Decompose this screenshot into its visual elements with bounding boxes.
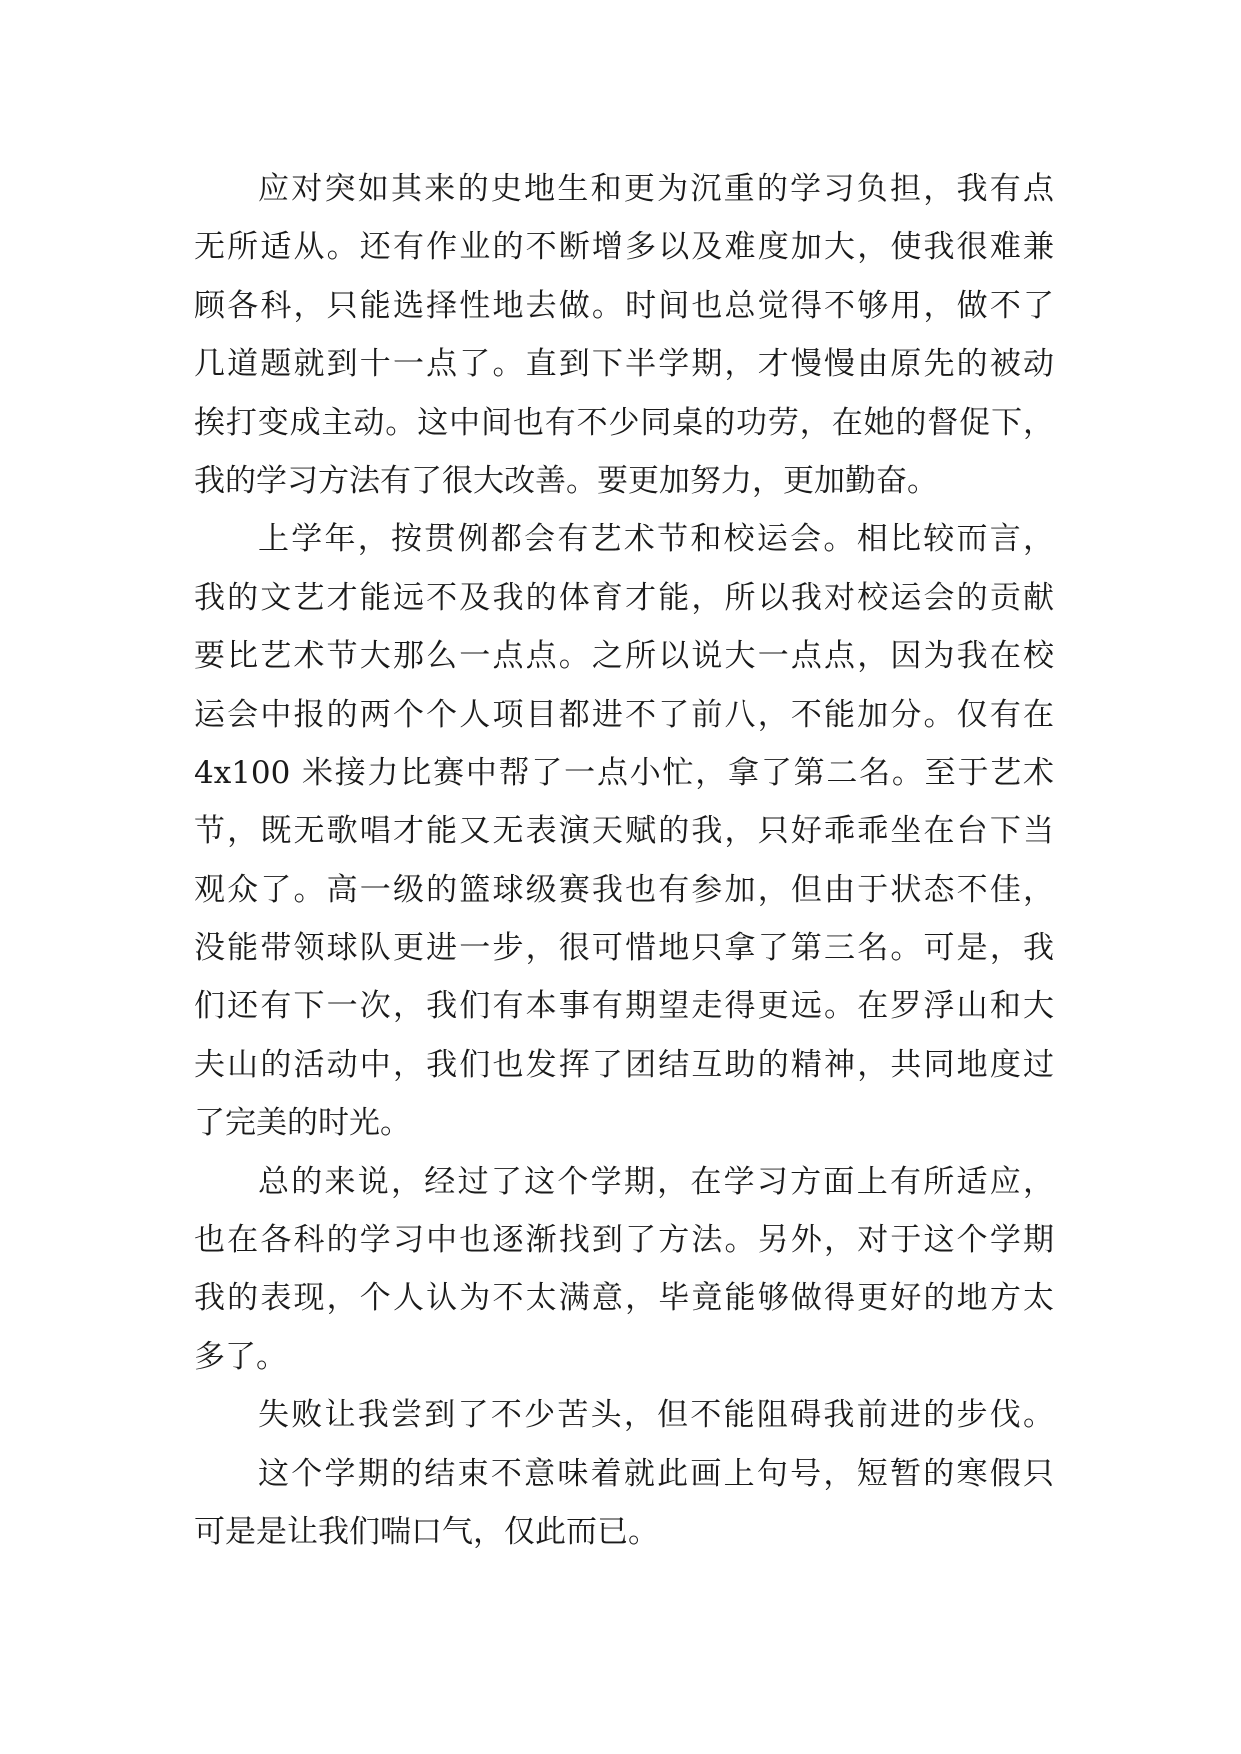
text-line: 挨打变成主动。这中间也有不少同桌的功劳，在她的督促下， [194, 404, 1054, 441]
text-line: 顾各科，只能选择性地去做。时间也总觉得不够用，做不了 [194, 287, 1054, 324]
text-line: 夫山的活动中，我们也发挥了团结互助的精神，共同地度过 [194, 1046, 1054, 1083]
text-line: 我的学习方法有了很大改善。要更加努力，更加勤奋。 [194, 462, 938, 499]
text-line: 总的来说，经过了这个学期，在学习方面上有所适应， [258, 1163, 1054, 1200]
text-line: 上学年，按贯例都会有艺术节和校运会。相比较而言， [258, 521, 1054, 558]
paragraph [194, 1153, 1054, 1387]
text-line: 多了。 [194, 1338, 287, 1375]
text-line: 无所适从。还有作业的不断增多以及难度加大，使我很难兼 [194, 229, 1054, 266]
text-line: 们还有下一次，我们有本事有期望走得更远。在罗浮山和大 [194, 988, 1054, 1025]
text-line: 我的表现，个人认为不太满意，毕竟能够做得更好的地方太 [194, 1280, 1054, 1317]
text-line: 要比艺术节大那么一点点。之所以说大一点点，因为我在校 [194, 638, 1054, 675]
text-line: 了完美的时光。 [194, 1105, 411, 1142]
paragraph [194, 160, 1054, 510]
text-line: 没能带领球队更进一步，很可惜地只拿了第三名。可是，我 [194, 930, 1054, 967]
paragraph [194, 1445, 1054, 1562]
text-line: 我的文艺才能远不及我的体育才能，所以我对校运会的贡献 [194, 579, 1054, 616]
text-line: 应对突如其来的史地生和更为沉重的学习负担，我有点 [258, 171, 1054, 207]
text-line: 这个学期的结束不意味着就此画上句号，短暂的寒假只 [258, 1455, 1054, 1492]
document-page [194, 160, 1054, 1561]
text-line: 节，既无歌唱才能又无表演天赋的我，只好乖乖坐在台下当 [194, 813, 1054, 850]
paragraph [194, 510, 1054, 1152]
text-line: 4x100 米接力比赛中帮了一点小忙，拿了第二名。至于艺术 [194, 754, 1054, 791]
text-line: 几道题就到十一点了。直到下半学期，才慢慢由原先的被动 [194, 346, 1054, 383]
text-line: 也在各科的学习中也逐渐找到了方法。另外，对于这个学期 [194, 1222, 1054, 1259]
text-line: 运会中报的两个个人项目都进不了前八，不能加分。仅有在 [194, 696, 1054, 733]
text-line: 失败让我尝到了不少苦头，但不能阻碍我前进的步伐。 [258, 1397, 1054, 1434]
text-line: 观众了。高一级的篮球级赛我也有参加，但由于状态不佳， [194, 871, 1054, 908]
paragraph [194, 1386, 1054, 1444]
text-line: 可是是让我们喘口气，仅此而已。 [194, 1513, 659, 1550]
